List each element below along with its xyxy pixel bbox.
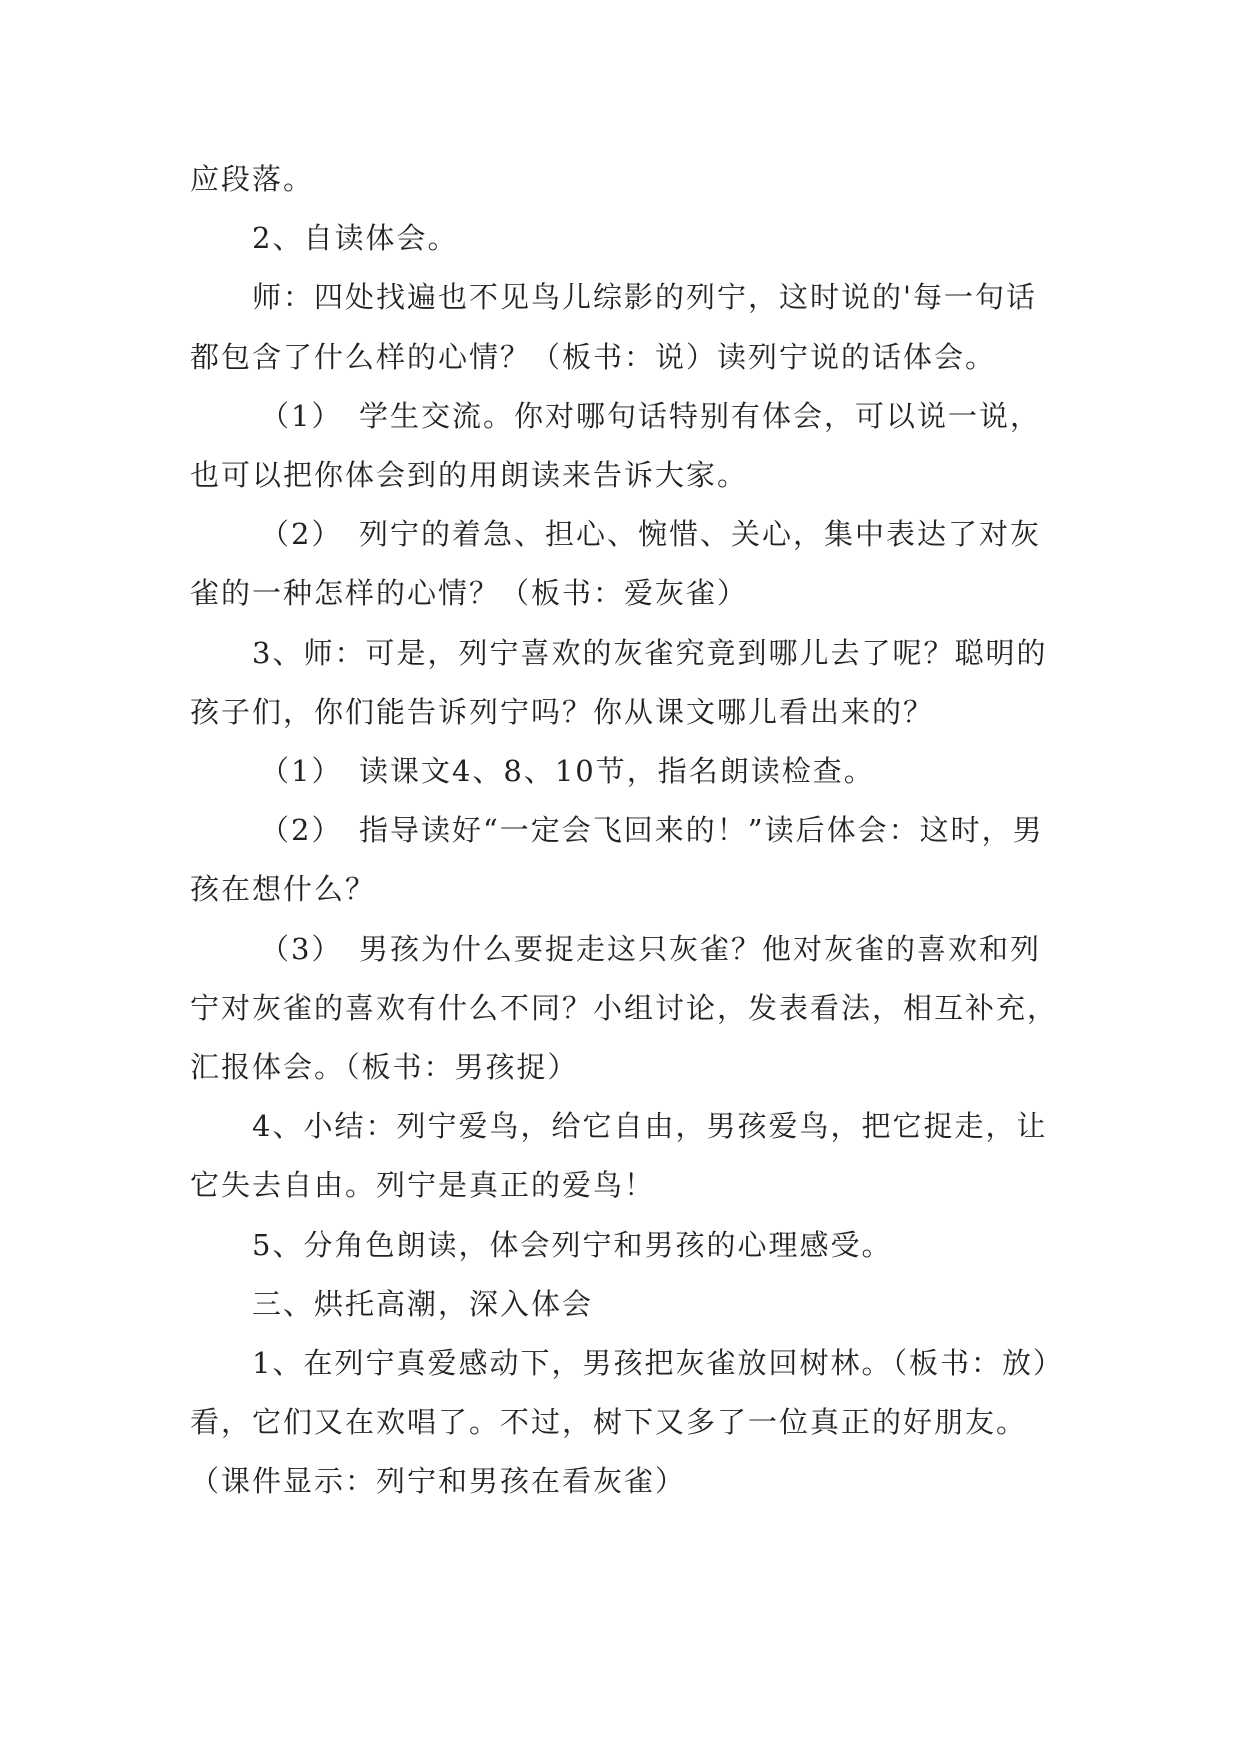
paragraph-4: （1） 学生交流。你对哪句话特别有体会，可以说一说，也可以把你体会到的用朗读来告诉大家。 bbox=[190, 398, 1041, 493]
paragraph-2: 2、自读体会。 bbox=[252, 221, 459, 256]
paragraph-13: 1、在列宁真爱感动下，男孩把灰雀放回树林。（板书：放）看，它们又在欢唱了。不过，树下又多了一位真正的好朋友。（课件显示：列宁和男孩在看灰雀） bbox=[190, 1346, 1050, 1499]
section-heading: 三、烘托高潮，深入体会 bbox=[252, 1286, 594, 1321]
document-body bbox=[190, 150, 1060, 1512]
paragraph-8: （2） 指导读好“一定会飞回来的！”读后体会：这时，男孩在想什么？ bbox=[190, 813, 1044, 907]
paragraph-6: 3、师：可是，列宁喜欢的灰雀究竟到哪儿去了呢？聪明的孩子们，你们能告诉列宁吗？你从课文哪儿看出来的？ bbox=[190, 635, 1048, 729]
paragraph-10: 4、小结：列宁爱鸟，给它自由，男孩爱鸟，把它捉走，让它失去自由。列宁是真正的爱鸟！ bbox=[190, 1109, 1048, 1203]
paragraph-1: 应段落。 bbox=[190, 162, 315, 196]
paragraph-5: （2） 列宁的着急、担心、惋惜、关心，集中表达了对灰雀的一种怎样的心情？（板书：爱灰雀） bbox=[190, 517, 1041, 611]
paragraph-9: （3） 男孩为什么要捉走这只灰雀？他对灰雀的喜欢和列宁对灰雀的喜欢有什么不同？小组讨论，发表看法，相互补充，汇报体会。（板书：男孩捉） bbox=[190, 931, 1059, 1085]
paragraph-7: （1） 读课文4、8、10节，指名朗读检查。 bbox=[260, 754, 875, 789]
paragraph-3: 师：四处找遍也不见鸟儿综影的列宁，这时说的'每一句话都包含了什么样的心情？（板书：说）读列宁说的话体会。 bbox=[190, 280, 1037, 374]
paragraph-11: 5、分角色朗读，体会列宁和男孩的心理感受。 bbox=[252, 1227, 893, 1262]
